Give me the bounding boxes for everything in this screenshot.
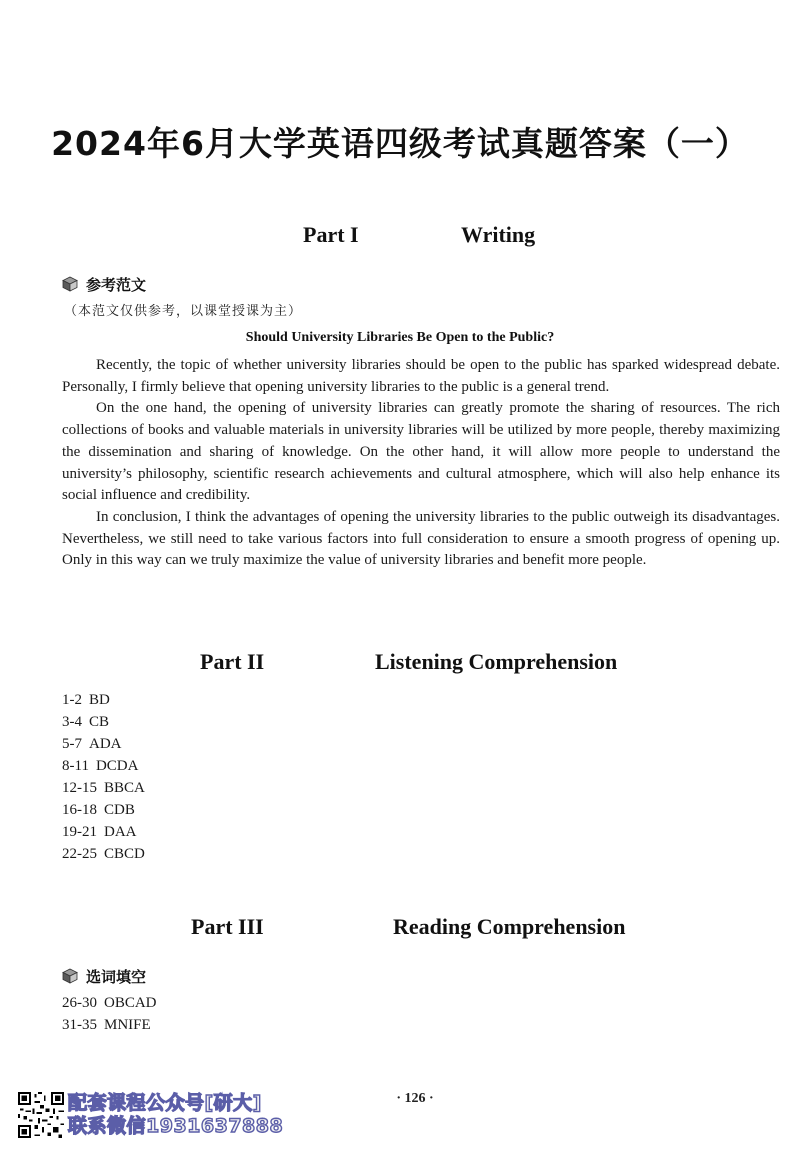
answer-range: 16-18	[62, 802, 97, 818]
part-heading-writing	[0, 222, 800, 256]
part-heading-reading	[0, 914, 800, 948]
answer-range: 1-2	[62, 692, 82, 708]
answer-range: 12-15	[62, 780, 97, 796]
answer-range: 22-25	[62, 846, 97, 862]
essay-paragraph: Recently, the topic of whether university libraries should be open to the public has sparked widespread debate. Personally, I firmly believe that opening university libraries to the public is a general trend.	[62, 357, 780, 395]
part-number: Part III	[191, 914, 264, 939]
answer-item	[62, 711, 145, 733]
section-label-text: 参考范文	[86, 275, 147, 294]
watermark	[18, 1092, 283, 1138]
watermark-line: 配套课程公众号[研大]	[68, 1092, 262, 1114]
part-heading-listening	[0, 649, 800, 683]
essay-paragraph: In conclusion, I think the advantages of opening the university libraries to the public outweigh its disadvantages. Nevertheless, we still need to take various factors into full consideration to ensure a smooth progress of opening up. Only in this way can we truly maximize the value of university libraries and benefit more people.	[62, 508, 780, 569]
answer-letters: OBCAD	[104, 995, 157, 1011]
part-number: Part II	[200, 649, 265, 674]
answer-letters: DCDA	[95, 758, 139, 774]
answer-range: 8-11	[62, 758, 89, 774]
answer-item	[62, 733, 145, 755]
watermark-line: 联系微信1931637888	[68, 1115, 284, 1137]
listening-answer-list	[62, 689, 145, 865]
cube-icon	[62, 276, 78, 292]
answer-letters: CBCD	[104, 846, 145, 862]
answer-item	[62, 843, 145, 865]
answer-letters: BBCA	[104, 780, 145, 796]
answer-item	[62, 992, 157, 1014]
answer-letters: CDB	[104, 802, 135, 818]
cube-icon	[62, 968, 78, 984]
essay-note: （本范文仅供参考，以课堂授课为主）	[64, 304, 303, 319]
answer-range: 26-30	[62, 995, 97, 1011]
answer-range: 19-21	[62, 824, 97, 840]
banked-cloze-answer-list	[62, 992, 157, 1036]
answer-letters: CB	[89, 714, 110, 730]
answer-letters: MNIFE	[104, 1017, 151, 1033]
essay-body	[62, 355, 780, 572]
section-label-text: 选词填空	[86, 967, 147, 986]
part-number: Part I	[303, 222, 359, 247]
answer-range: 5-7	[62, 736, 82, 752]
answer-letters: ADA	[89, 736, 122, 752]
answer-range: 31-35	[62, 1017, 97, 1033]
page-title: 2024年6月大学英语四级考试真题答案（一）	[51, 124, 749, 163]
answer-item	[62, 799, 145, 821]
answer-item	[62, 821, 145, 843]
answer-item	[62, 777, 145, 799]
answer-item	[62, 1014, 157, 1036]
page-number: · 126 ·	[396, 1091, 434, 1106]
answer-range: 3-4	[62, 714, 82, 730]
answer-letters: BD	[89, 692, 110, 708]
essay-title: Should University Libraries Be Open to the Public?	[245, 330, 555, 345]
part-name: Listening Comprehension	[375, 649, 618, 674]
part-name: Reading Comprehension	[393, 914, 626, 939]
answer-item	[62, 755, 145, 777]
essay-paragraph: On the one hand, the opening of university libraries can greatly promote the sharing of resources. The rich collections of books and valuable materials in university libraries will be utilized by more people, thereby maximizing the dissemination and sharing of knowledge. On the other hand, it will allow more people to understand the university’s philosophy, scientific research achievements and cultural atmosphere, which will also help enhance its social influence and credibility.	[62, 400, 780, 504]
part-name: Writing	[461, 222, 536, 247]
section-label-reference-essay	[62, 273, 146, 295]
section-label-banked-cloze	[62, 965, 146, 987]
answer-item	[62, 689, 145, 711]
answer-letters: DAA	[104, 824, 137, 840]
qr-code-icon	[18, 1092, 64, 1138]
